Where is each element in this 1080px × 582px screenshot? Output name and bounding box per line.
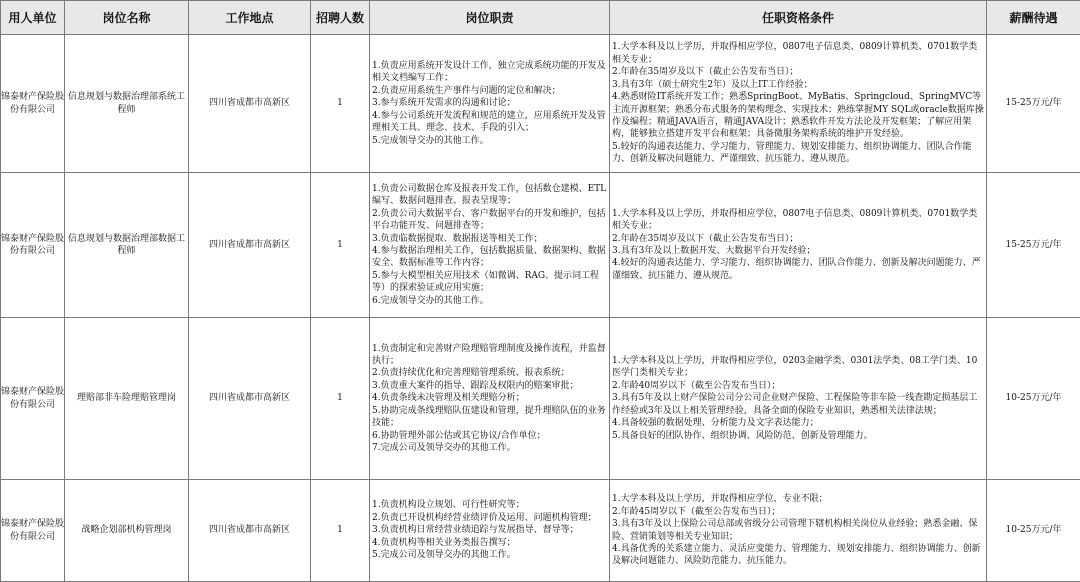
header-duties: 岗位职责 [370,1,610,35]
duty-item: 1.负责应用系统开发设计工作，独立完成系统功能的开发及相关文档编写工作； [372,60,607,85]
requirement-item: 4.较好的沟通表达能力、学习能力、组织协调能力、团队合作能力、创新及解决问题能力、严谨细致、抗压能力、遵从规范。 [612,257,984,282]
requirement-item: 1.大学本科及以上学历，并取得相应学位，专业不限； [612,493,984,505]
table-header-row [1,1,1080,35]
duty-item: 2.负责应用系统生产事件与问题的定位和解决； [372,85,607,97]
requirement-item: 2.年龄在35周岁及以下（截止公告发布当日）； [612,66,984,78]
requirement-item: 3.具有3年及以上数据开发、大数据平台开发经验； [612,245,984,257]
header-requirements: 任职资格条件 [610,1,987,35]
requirement-item: 2.年龄40周岁以下（截至公告发布当日）； [612,380,984,392]
location-cell: 四川省成都市高新区 [189,173,311,318]
requirement-item: 3.具有5年及以上财产保险公司分公司企业财产保险、工程保险等非车险一线查勘定损基层工作经验或3年及以上相关管理经验，具备全面的保险专业知识，熟悉相关法律法规； [612,392,984,417]
header-company: 用人单位 [1,1,65,35]
duty-item: 3.参与系统开发需求的沟通和讨论； [372,97,607,109]
company-cell: 锦泰财产保险股份有限公司 [1,318,65,480]
requirements-cell [610,480,987,582]
position-cell: 战略企划部机构管理岗 [65,480,189,582]
duties-cell [370,318,610,480]
location-cell: 四川省成都市高新区 [189,35,311,173]
duty-item: 7.完成公司及领导交办的其他工作。 [372,442,607,454]
duty-item: 2.负责公司大数据平台、客户数据平台的开发和维护，包括平台功能开发、问题排查等； [372,208,607,233]
duty-item: 6.协助管理外部公估或其它协议/合作单位； [372,430,607,442]
salary-cell: 10-25万元/年 [987,480,1080,582]
table-row [1,35,1080,173]
duty-item: 5.协助完成条线理赔队伍建设和管理，提升理赔队伍的业务技能； [372,405,607,430]
duty-item: 2.负责持续优化和完善理赔管理系统、报表系统； [372,367,607,379]
requirement-item: 4.熟悉财险IT系统开发工作；熟悉SpringBoot、MyBatis、Springcloud、SpringMVC等主流开源框架；熟悉分布式服务的架构理念、实现技术；熟练掌握MY SQL或oracle数据库操作及编程；精通JAVA语言，精通JAVA设计；熟悉软件开发方法论及开发框架；了解应用架构，能够独立搭建开发平台和框架；具备微服务架构系统的维护开发经验。 [612,91,984,141]
duty-item: 5.完成领导交办的其他工作。 [372,135,607,147]
count-cell: 1 [311,173,370,318]
requirements-cell [610,318,987,480]
requirements-cell [610,35,987,173]
count-cell: 1 [311,480,370,582]
duties-cell [370,173,610,318]
duty-item: 4.负责机构等相关业务类报告撰写； [372,537,607,549]
requirement-item: 3.具有3年及以上保险公司总部或省级分公司管理下辖机构相关岗位从业经验；熟悉金融、保险、营销策划等相关专业知识； [612,518,984,543]
requirement-item: 5.较好的沟通表达能力、学习能力、管理能力、规划安排能力、组织协调能力、团队合作能力、创新及解决问题能力、严谨细致、抗压能力、遵从规范。 [612,141,984,166]
duty-item: 5.完成公司及领导交办的其他工作。 [372,549,607,561]
company-cell: 锦泰财产保险股份有限公司 [1,35,65,173]
table-row [1,173,1080,318]
company-cell: 锦泰财产保险股份有限公司 [1,480,65,582]
table-row [1,480,1080,582]
duty-item: 1.负责公司数据仓库及报表开发工作，包括数仓建模、ETL编写、数据问题排查、报表呈现等； [372,183,607,208]
location-cell: 四川省成都市高新区 [189,318,311,480]
requirement-item: 3.具有3年（硕士研究生2年）及以上IT工作经验； [612,79,984,91]
header-count: 招聘人数 [311,1,370,35]
duty-item: 3.负责机构日常经营业绩追踪与发展指导、督导等； [372,524,607,536]
count-cell: 1 [311,35,370,173]
header-salary: 薪酬待遇 [987,1,1080,35]
requirement-item: 4.具备优秀的关系建立能力、灵活应变能力、管理能力、规划安排能力、组织协调能力、创新及解决问题能力、风险防范能力、抗压能力。 [612,543,984,568]
duties-cell [370,480,610,582]
location-cell: 四川省成都市高新区 [189,480,311,582]
salary-cell: 15-25万元/年 [987,173,1080,318]
requirement-item: 4.具备较强的数据处理、分析能力及文字表达能力； [612,417,984,429]
position-cell: 理赔部非车险理赔管理岗 [65,318,189,480]
duties-cell [370,35,610,173]
header-location: 工作地点 [189,1,311,35]
duty-item: 4.参与公司系统开发流程和规范的建立，应用系统开发及管理相关工具、理念、技术、手段的引入； [372,110,607,135]
requirement-item: 1.大学本科及以上学历，并取得相应学位，0807电子信息类、0809计算机类、0701数学类相关专业； [612,41,984,66]
requirement-item: 1.大学本科及以上学历，并取得相应学位，0807电子信息类、0809计算机类、0701数学类相关专业； [612,208,984,233]
company-cell: 锦泰财产保险股份有限公司 [1,173,65,318]
requirement-item: 2.年龄45周岁以下（截至公告发布当日）； [612,506,984,518]
salary-cell: 15-25万元/年 [987,35,1080,173]
duty-item: 1.负责机构设立规划、可行性研究等； [372,499,607,511]
position-cell: 信息规划与数据治理部系统工程师 [65,35,189,173]
requirement-item: 5.具备良好的团队协作、组织协调、风险防范、创新及管理能力。 [612,430,984,442]
duty-item: 3.负责临数据提取、数据报送等相关工作； [372,233,607,245]
duty-item: 1.负责制定和完善财产险理赔管理制度及操作流程，并监督执行； [372,343,607,368]
header-position: 岗位名称 [65,1,189,35]
table-row [1,318,1080,480]
requirement-item: 1.大学本科及以上学历，并取得相应学位，0203金融学类、0301法学类、08工学门类、10医学门类相关专业； [612,355,984,380]
position-cell: 信息规划与数据治理部数据工程师 [65,173,189,318]
duty-item: 4.参与数据治理相关工作，包括数据质量、数据架构、数据安全、数据标准等工作内容； [372,245,607,270]
duty-item: 4.负责条线未决管理及相关理赔分析； [372,392,607,404]
duty-item: 3.负责重大案件的指导、跟踪及权限内的赔案审批； [372,380,607,392]
requirements-cell [610,173,987,318]
salary-cell: 10-25万元/年 [987,318,1080,480]
duty-item: 5.参与大模型相关应用技术（如微调、RAG、提示词工程等）的探索验证或应用实施； [372,270,607,295]
count-cell: 1 [311,318,370,480]
duty-item: 6.完成领导交办的其他工作。 [372,295,607,307]
requirement-item: 2.年龄在35周岁及以下（截止公告发布当日）； [612,233,984,245]
duty-item: 2.负责已开设机构经营业绩评价及运用、问题机构管理； [372,512,607,524]
